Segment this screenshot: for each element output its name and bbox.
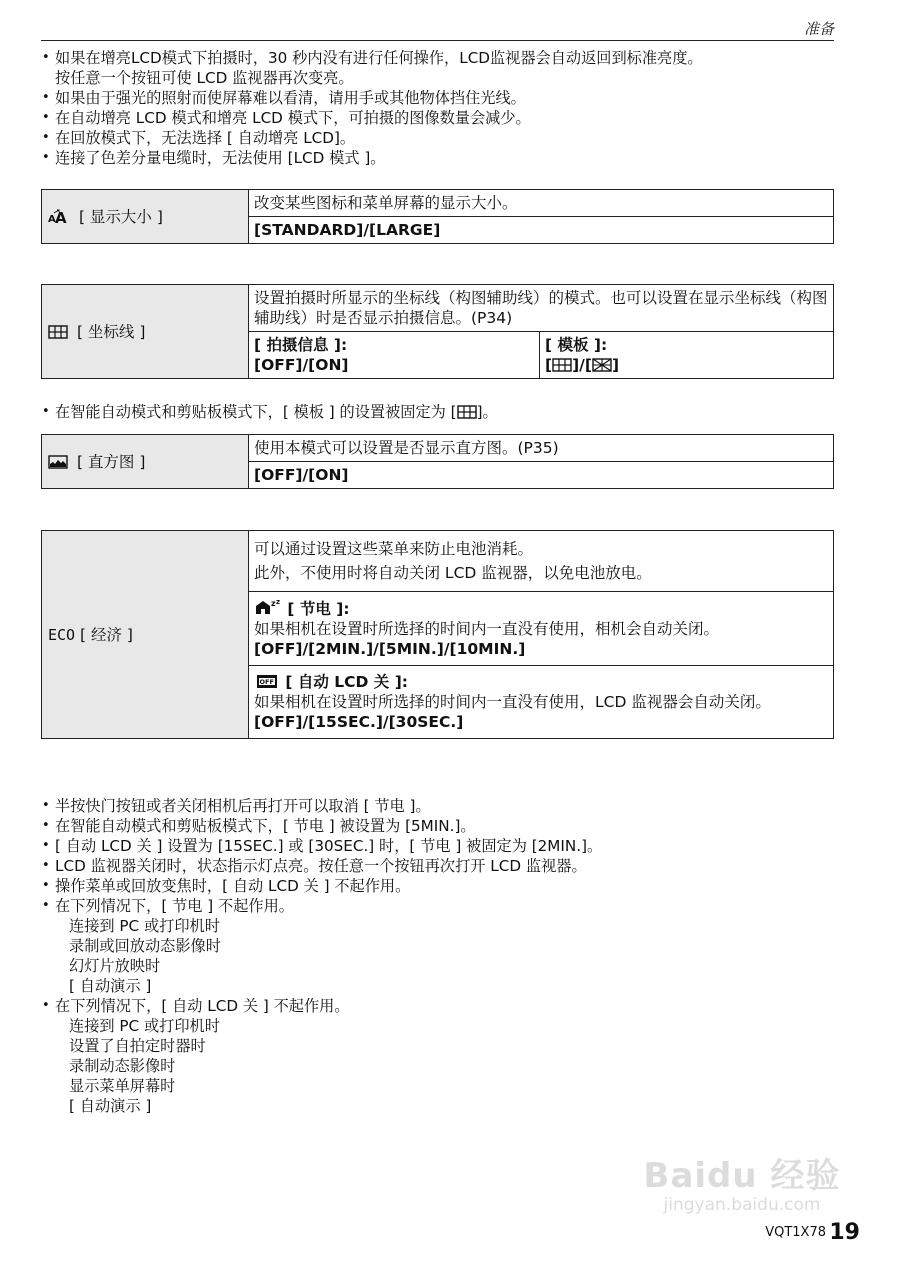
display-size-icon: [48, 209, 70, 225]
economy-label: [ 经济 ]: [80, 625, 133, 644]
svg-text:A: A: [55, 209, 67, 225]
rec-info-title: [ 拍摄信息 ]:: [254, 336, 348, 354]
list-item: [41, 88, 841, 108]
power-save-title-row: [254, 598, 828, 619]
display-size-table: [41, 189, 834, 244]
bullet-subtext: 按任意一个按钮可使 LCD 监视器再次变亮。: [55, 69, 354, 87]
economy-desc: [249, 531, 834, 592]
economy-desc-line2: 此外，不使用时将自动关闭 LCD 监视器，以免电池放电。: [254, 564, 652, 582]
bullet-text: 在回放模式下，无法选择 [ 自动增亮 LCD]。: [55, 129, 356, 147]
pattern-title: [ 模板 ]:: [545, 336, 608, 354]
guide-line-table: [41, 284, 834, 379]
exception-item: 幻灯片放映时: [69, 957, 161, 975]
note-text: 在智能自动模式和剪贴板模式下，[ 节电 ] 被设置为 [5MIN.]。: [55, 817, 476, 835]
power-save-title: [ 节电 ]:: [287, 600, 350, 618]
exception-item: 录制或回放动态影像时: [69, 937, 221, 955]
histogram-label: [ 直方图 ]: [76, 452, 146, 471]
pattern-cell: [540, 332, 834, 379]
histogram-icon: [48, 455, 68, 469]
note-text: LCD 监视器关闭时，状态指示灯点亮。按任意一个按钮再次打开 LCD 监视器。: [55, 857, 587, 875]
bracket-close: ]: [611, 356, 620, 374]
auto-lcd-off-options: [OFF]/[15SEC.]/[30SEC.]: [254, 713, 464, 731]
economy-table: [41, 530, 834, 739]
bracket-open: [: [545, 356, 553, 374]
exception-item: [ 自动演示 ]: [69, 1097, 152, 1115]
bullet-text: 连接了色差分量电缆时，无法使用 [LCD 模式 ]。: [55, 149, 386, 167]
power-save-exceptions-title: 在下列情况下，[ 节电 ] 不起作用。: [55, 897, 294, 915]
exception-item: 录制动态影像时: [69, 1057, 176, 1075]
power-save-icon: [254, 598, 282, 616]
page-number: 19: [829, 1220, 860, 1245]
list-item: [41, 876, 841, 896]
bracket-separator: ]/[: [572, 356, 592, 374]
histogram-table: [41, 434, 834, 489]
note-text: 操作菜单或回放变焦时，[ 自动 LCD 关 ] 不起作用。: [55, 877, 411, 895]
exception-item: 设置了自拍定时器时: [69, 1037, 206, 1055]
list-item: [41, 148, 841, 168]
list-item: [41, 796, 841, 816]
list-item: [41, 128, 841, 148]
display-size-label: [ 显示大小 ]: [78, 207, 163, 226]
histogram-label-cell: [42, 435, 249, 489]
display-size-label-cell: [42, 190, 249, 244]
bullet-text: 如果由于强光的照射而使屏幕难以看清，请用手或其他物体挡住光线。: [55, 89, 526, 107]
watermark-logo: Baidu 经验: [643, 1156, 841, 1196]
note-text: [ 自动 LCD 关 ] 设置为 [15SEC.] 或 [30SEC.] 时，[ 节电 ] 被固定为 [2MIN.]。: [55, 837, 603, 855]
guide-line-label: [ 坐标线 ]: [76, 322, 146, 341]
diagonal-grid-pattern-icon: [592, 358, 612, 372]
auto-lcd-off-title-row: [254, 672, 828, 692]
rec-info-options: [OFF]/[ON]: [254, 356, 349, 374]
list-item: [41, 836, 841, 856]
watermark-url: jingyan.baidu.com: [663, 1195, 821, 1215]
document-code: VQT1X78: [765, 1225, 826, 1240]
power-save-cell: [249, 592, 834, 666]
power-save-options: [OFF]/[2MIN.]/[5MIN.]/[10MIN.]: [254, 640, 526, 658]
list-item: [41, 816, 841, 836]
auto-lcd-off-cell: [249, 666, 834, 739]
auto-lcd-off-title: [ 自动 LCD 关 ]:: [285, 673, 408, 691]
header-rule: [41, 40, 834, 41]
bullet-text: 在自动增亮 LCD 模式和增亮 LCD 模式下，可拍摄的图像数量会减少。: [55, 109, 531, 127]
grid-pattern-icon: [552, 358, 572, 372]
list-item: [41, 48, 841, 88]
list-item: [41, 856, 841, 876]
bullet-text: 如果在增亮LCD模式下拍摄时，30 秒内没有进行任何操作，LCD监视器会自动返回到标准亮度。: [55, 49, 703, 67]
grid-icon: [457, 405, 477, 419]
exception-item: 连接到 PC 或打印机时: [69, 917, 220, 935]
histogram-desc: 使用本模式可以设置是否显示直方图。(P35): [249, 435, 834, 462]
economy-label-cell: [42, 531, 249, 739]
note-text: 半按快门按钮或者关闭相机后再打开可以取消 [ 节电 ]。: [55, 797, 431, 815]
exception-item: 连接到 PC 或打印机时: [69, 1017, 220, 1035]
histogram-options: [OFF]/[ON]: [249, 462, 834, 489]
watermark: [638, 1148, 846, 1232]
eco-label: ECO: [48, 625, 76, 644]
exception-item: 显示菜单屏幕时: [69, 1077, 176, 1095]
svg-text:OFF: OFF: [259, 678, 274, 686]
display-size-desc: 改变某些图标和菜单屏幕的显示大小。: [249, 190, 834, 217]
list-item: [41, 896, 841, 996]
lcd-off-icon: [254, 673, 280, 689]
note-text-end: ]。: [476, 403, 498, 421]
svg-text:A: A: [48, 214, 56, 225]
note-text: 在智能自动模式和剪贴板模式下，[ 模板 ] 的设置被固定为 [: [55, 403, 457, 421]
section-label: 准备: [803, 20, 834, 38]
pattern-options: [545, 355, 828, 375]
guide-line-label-cell: [42, 285, 249, 379]
auto-lcd-exceptions-title: 在下列情况下，[ 自动 LCD 关 ] 不起作用。: [55, 997, 350, 1015]
list-item: [41, 996, 841, 1116]
auto-lcd-off-desc: 如果相机在设置时所选择的时间内一直没有使用，LCD 监视器会自动关闭。: [254, 693, 771, 711]
list-item: [41, 402, 841, 422]
svg-text:z: z: [276, 598, 281, 606]
economy-desc-line1: 可以通过设置这些菜单来防止电池消耗。: [254, 540, 534, 558]
power-save-desc: 如果相机在设置时所选择的时间内一直没有使用，相机会自动关闭。: [254, 620, 720, 638]
guide-note-list: [41, 402, 841, 422]
guide-line-desc: 设置拍摄时所显示的坐标线（构图辅助线）的模式。也可以设置在显示坐标线（构图辅助线）时是否显示拍摄信息。(P34): [249, 285, 834, 332]
rec-info-cell: [249, 332, 540, 379]
notes-list: [41, 796, 841, 1116]
list-item: [41, 108, 841, 128]
grid-icon: [48, 325, 68, 339]
display-size-options: [STANDARD]/[LARGE]: [249, 217, 834, 244]
svg-text:z: z: [271, 599, 276, 608]
intro-bullet-list: [41, 48, 841, 168]
exception-item: [ 自动演示 ]: [69, 977, 152, 995]
